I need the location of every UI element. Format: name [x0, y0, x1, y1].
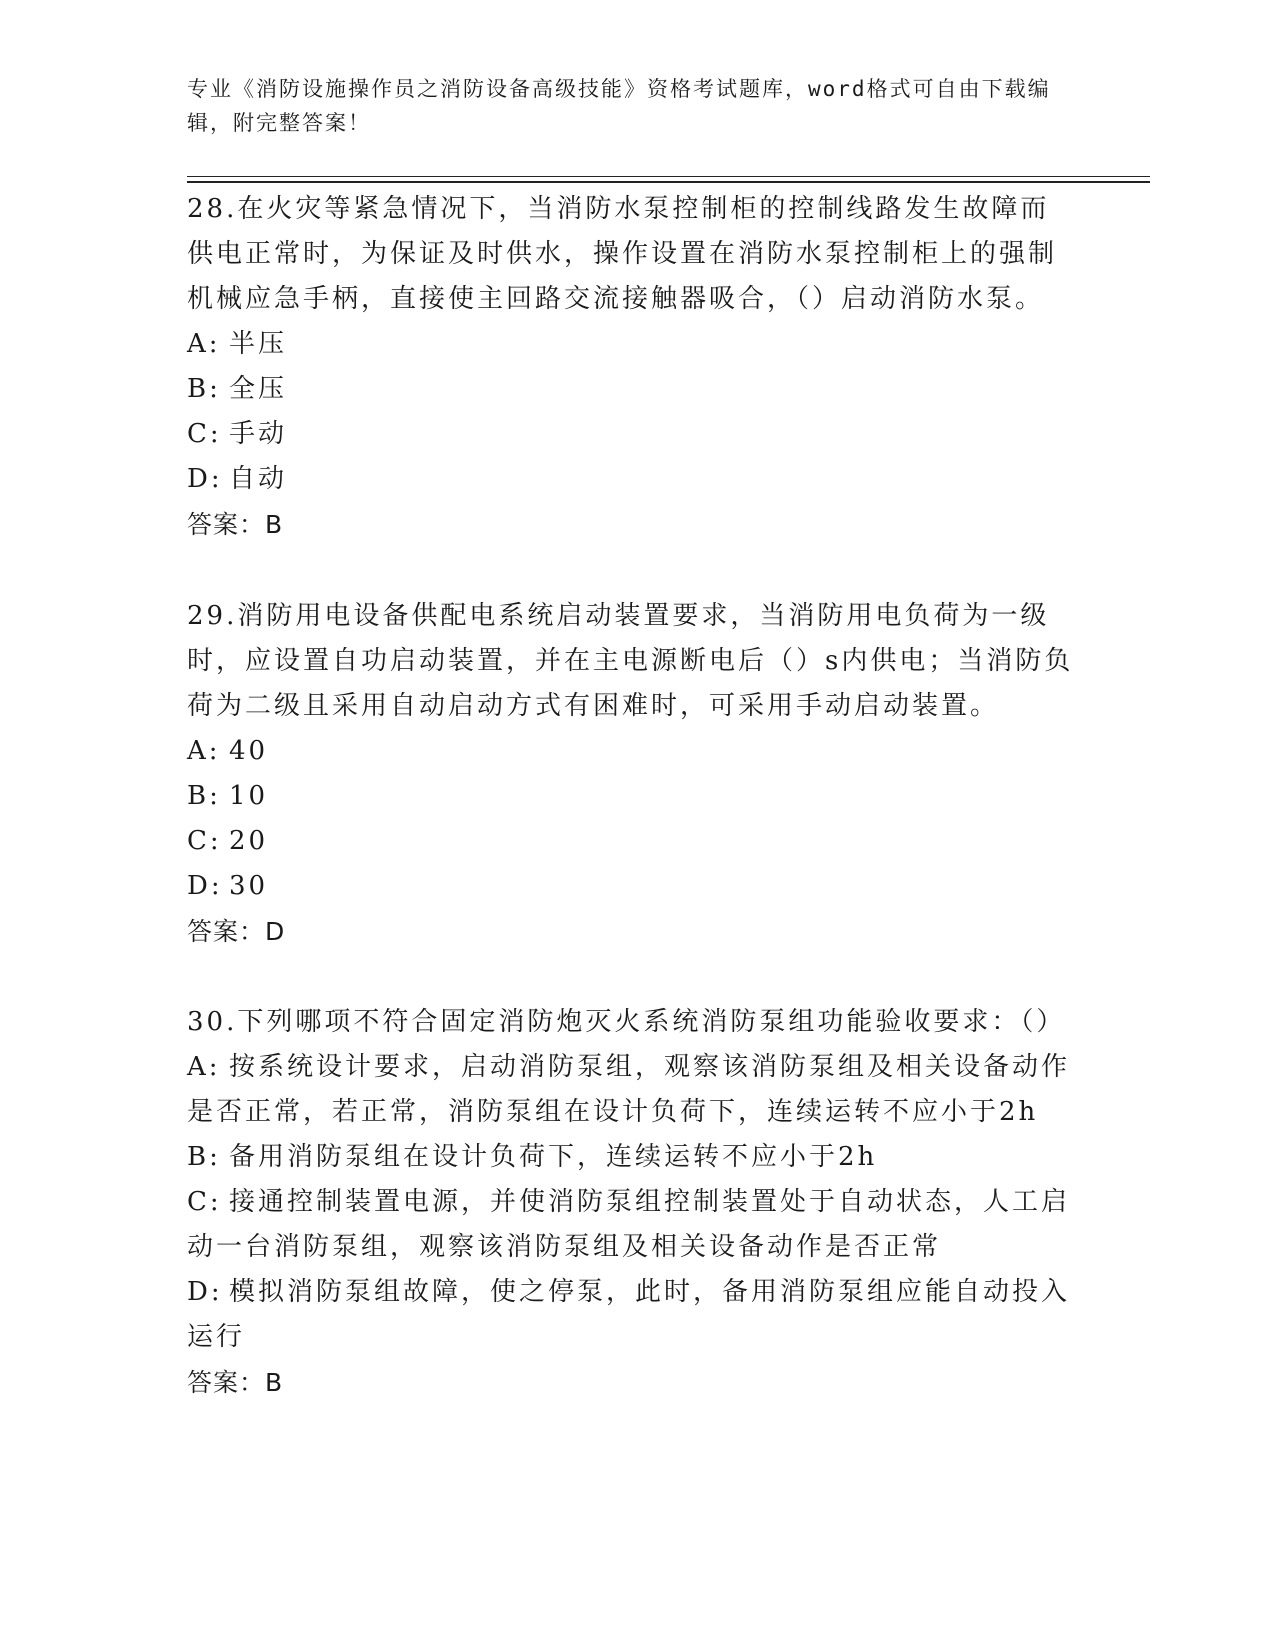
option-key: C:: [187, 1187, 222, 1217]
option-key: A:: [187, 1052, 221, 1082]
option-key: C:: [187, 826, 222, 856]
header-divider-thin: [187, 176, 1150, 177]
question-stem: 29.消防用电设备供配电系统启动装置要求，当消防用电负荷为一级时，应设置自功启动装置，并在主电源断电后（）s内供电；当消防负荷为二级且采用自动启动方式有困难时，可采用手动启动装置。: [187, 601, 1074, 721]
question-30: [187, 1000, 1077, 1405]
option-text: 半压: [229, 329, 288, 359]
option-key: D:: [187, 871, 223, 901]
answer: 答案：B: [187, 510, 284, 539]
option-a: [187, 1045, 1077, 1135]
option-a: [187, 322, 1077, 367]
question-29: [187, 594, 1077, 954]
option-text: 20: [229, 826, 269, 856]
option-b: [187, 774, 1077, 819]
option-text: 10: [229, 781, 269, 811]
option-d: [187, 457, 1077, 502]
option-a: [187, 729, 1077, 774]
option-text: 按系统设计要求，启动消防泵组，观察该消防泵组及相关设备动作是否正常，若正常，消防泵组在设计负荷下，连续运转不应小于2h: [187, 1052, 1071, 1127]
option-text: 30: [229, 871, 269, 901]
option-b: [187, 1135, 1077, 1180]
option-d: [187, 1270, 1077, 1360]
option-text: 模拟消防泵组故障，使之停泵，此时，备用消防泵组应能自动投入运行: [187, 1277, 1071, 1352]
option-key: B:: [187, 781, 221, 811]
header-note: 专业《消防设施操作员之消防设备高级技能》资格考试题库，word格式可自由下载编辑，附完整答案！: [187, 77, 1051, 135]
option-b: [187, 367, 1077, 412]
option-d: [187, 864, 1077, 909]
option-text: 手动: [229, 419, 288, 449]
option-c: [187, 819, 1077, 864]
option-key: C:: [187, 419, 222, 449]
answer: 答案：D: [187, 917, 286, 946]
question-28: [187, 187, 1077, 547]
option-text: 接通控制装置电源，并使消防泵组控制装置处于自动状态，人工启动一台消防泵组，观察该消防泵组及相关设备动作是否正常: [187, 1187, 1071, 1262]
option-key: B:: [187, 374, 221, 404]
question-stem: 30.下列哪项不符合固定消防炮灭火系统消防泵组功能验收要求：（）: [187, 1007, 1066, 1037]
option-text: 备用消防泵组在设计负荷下，连续运转不应小于2h: [229, 1142, 878, 1172]
header-divider-thick: [187, 181, 1150, 183]
option-key: D:: [187, 464, 223, 494]
option-text: 全压: [229, 374, 288, 404]
option-key: B:: [187, 1142, 221, 1172]
option-key: A:: [187, 329, 221, 359]
answer: 答案：B: [187, 1368, 284, 1397]
option-c: [187, 1180, 1077, 1270]
option-text: 40: [229, 736, 269, 766]
option-text: 自动: [229, 464, 288, 494]
option-key: D:: [187, 1277, 223, 1307]
option-key: A:: [187, 736, 221, 766]
question-stem: 28.在火灾等紧急情况下，当消防水泵控制柜的控制线路发生故障而供电正常时，为保证及时供水，操作设置在消防水泵控制柜上的强制机械应急手柄，直接使主回路交流接触器吸合，（）启动消防水泵。: [187, 194, 1058, 314]
option-c: [187, 412, 1077, 457]
